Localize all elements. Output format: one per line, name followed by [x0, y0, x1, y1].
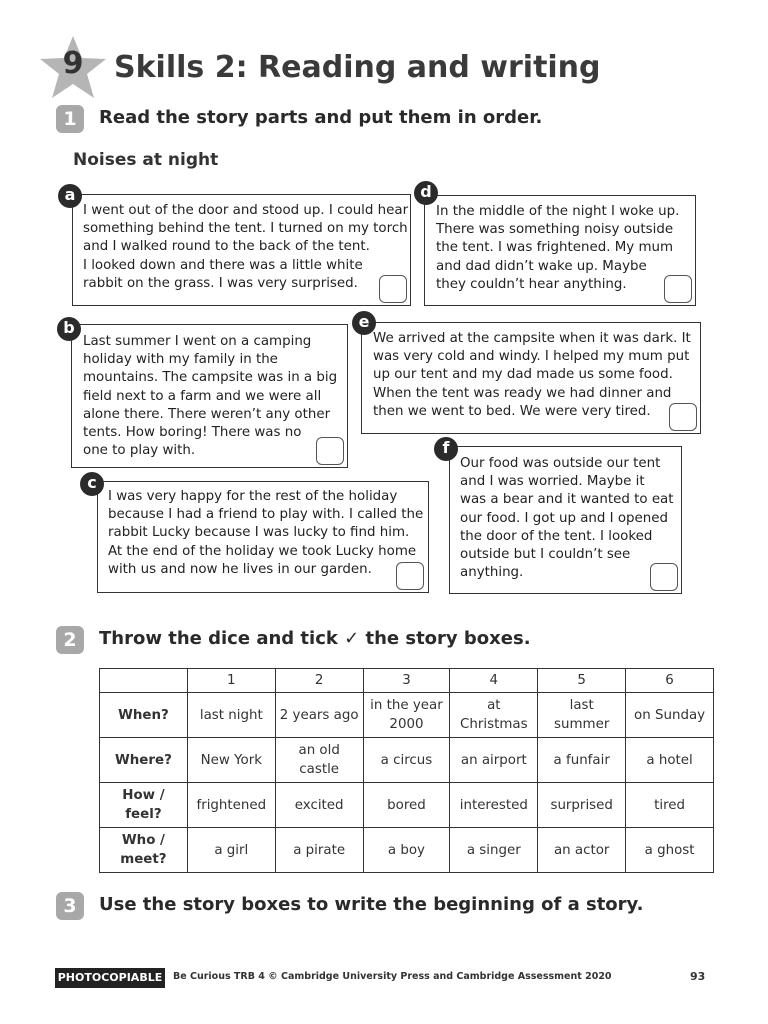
table-cell: a singer [450, 828, 538, 873]
table-cell: in the year 2000 [363, 693, 450, 738]
story-title: Noises at night [73, 150, 219, 170]
table-cell: an old castle [275, 738, 363, 783]
table-cell: on Sunday [626, 693, 714, 738]
photocopiable-badge: PHOTOCOPIABLE [55, 968, 165, 988]
table-cell: an airport [450, 738, 538, 783]
exercise-instruction: Use the story boxes to write the beginning of a story. [99, 894, 644, 915]
table-cell: a circus [363, 738, 450, 783]
story-part-b [71, 324, 348, 468]
row-header: Where? [100, 738, 188, 783]
table-cell: surprised [538, 783, 626, 828]
table-header-row [100, 669, 714, 693]
story-part-d [424, 195, 696, 306]
answer-box[interactable] [650, 563, 678, 591]
page-number: 93 [690, 970, 706, 983]
column-header: 3 [363, 669, 450, 693]
table-row [100, 828, 714, 873]
answer-box[interactable] [669, 403, 697, 431]
table-corner-cell [100, 669, 188, 693]
table-cell: tired [626, 783, 714, 828]
table-cell: bored [363, 783, 450, 828]
story-letter-badge: a [58, 184, 82, 208]
story-text: In the middle of the night I woke up. There was something noisy outside the tent. I was frightened. My mum and dad didn’t wake up. Maybe they couldn’t hear anything. [436, 204, 680, 292]
answer-box[interactable] [396, 562, 424, 590]
story-part-e [361, 322, 701, 434]
exercise-number: 2 [56, 626, 84, 654]
exercise-instruction: Throw the dice and tick ✓ the story boxes. [99, 628, 531, 649]
table-cell: a girl [187, 828, 275, 873]
exercise-instruction: Read the story parts and put them in order. [99, 107, 543, 128]
column-header: 2 [275, 669, 363, 693]
story-letter-badge: d [414, 181, 438, 205]
story-text: Last summer I went on a camping holiday with my family in the mountains. The campsite was in a big field next to a farm and we were all alone there. There weren’t any other tents. How boring! There was no one to play with. [83, 334, 338, 459]
table-cell: last night [187, 693, 275, 738]
exercise-number: 3 [56, 892, 84, 920]
story-part-c [97, 481, 429, 593]
table-cell: a boy [363, 828, 450, 873]
story-part-f [449, 446, 682, 594]
story-letter-badge: c [80, 472, 104, 496]
table-cell: a pirate [275, 828, 363, 873]
answer-box[interactable] [316, 437, 344, 465]
table-row [100, 693, 714, 738]
row-header: When? [100, 693, 188, 738]
row-header: Who / meet? [100, 828, 188, 873]
table-cell: frightened [187, 783, 275, 828]
table-cell: an actor [538, 828, 626, 873]
page-title: Skills 2: Reading and writing [114, 50, 601, 85]
table-cell: at Christmas [450, 693, 538, 738]
table-cell: interested [450, 783, 538, 828]
story-letter-badge: e [352, 311, 376, 335]
table-cell: New York [187, 738, 275, 783]
column-header: 6 [626, 669, 714, 693]
table-cell: a ghost [626, 828, 714, 873]
unit-number: 9 [62, 46, 84, 81]
table-cell: 2 years ago [275, 693, 363, 738]
table-cell: a hotel [626, 738, 714, 783]
story-text: I went out of the door and stood up. I could hear something behind the tent. I turned on my torch and I walked round to the back of the tent. I looked down and there was a little white rabbit on the grass. I was very surprised. [83, 203, 409, 291]
story-part-a [72, 194, 411, 306]
row-header: How / feel? [100, 783, 188, 828]
story-text: I was very happy for the rest of the holiday because I had a friend to play with. I called the rabbit Lucky because I was lucky to find him. At the end of the holiday we took Lucky home with us and now he lives in our garden. [108, 489, 424, 577]
answer-box[interactable] [664, 275, 692, 303]
table-cell: a funfair [538, 738, 626, 783]
column-header: 4 [450, 669, 538, 693]
column-header: 5 [538, 669, 626, 693]
column-header: 1 [187, 669, 275, 693]
table-cell: excited [275, 783, 363, 828]
table-row [100, 783, 714, 828]
copyright-credit: Be Curious TRB 4 © Cambridge University Press and Cambridge Assessment 2020 [173, 971, 612, 982]
story-letter-badge: f [434, 437, 458, 461]
table-row [100, 738, 714, 783]
story-letter-badge: b [57, 317, 81, 341]
table-cell: last summer [538, 693, 626, 738]
dice-table [99, 668, 714, 873]
story-text: We arrived at the campsite when it was dark. It was very cold and windy. I helped my mum put up our tent and my dad made us some food. When the tent was ready we had dinner and then we went to bed. We were very tired. [373, 331, 691, 419]
answer-box[interactable] [379, 275, 407, 303]
exercise-number: 1 [56, 105, 84, 133]
story-text: Our food was outside our tent and I was worried. Maybe it was a bear and it wanted to eat our food. I got up and I opened the door of the tent. I looked outside but I couldn’t see anything. [460, 456, 674, 581]
